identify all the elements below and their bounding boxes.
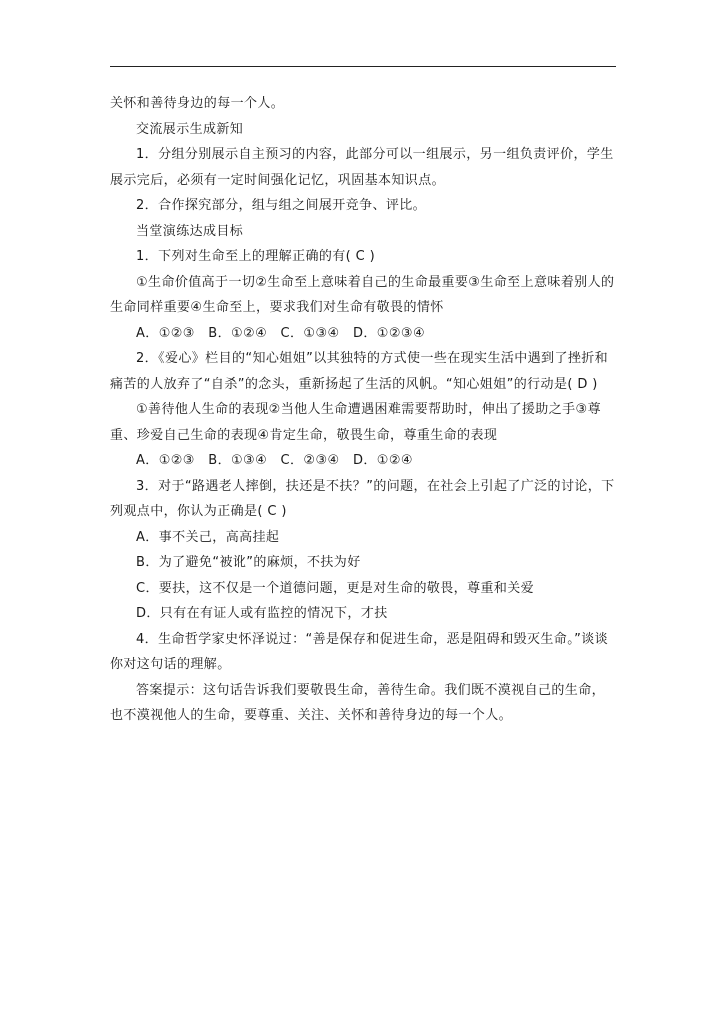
question-1-options: A．①②③ B．①②④ C．①③④ D．①②③④: [136, 325, 426, 341]
paragraph-continuation: 关怀和善待身边的每一个人。: [110, 96, 285, 111]
question-3-option-a: A．事不关己，高高挂起: [136, 529, 280, 545]
answer-hint: 答案提示：这句话告诉我们要敬畏生命，善待生命。我们既不漠视自己的生命，也不漠视他人的生命，要尊重、关注、关怀和善待身边的每一个人。: [110, 682, 606, 723]
question-3-option-d: D．只有在有证人或有监控的情况下，才扶: [136, 606, 388, 621]
question-2-options: A．①②③ B．①③④ C．②③④ D．①②④: [136, 453, 413, 468]
section-heading-exchange: 交流展示生成新知: [136, 121, 244, 137]
document-body: [110, 91, 616, 729]
question-2-statements: ①善待他人生命的表现②当他人生命遭遇困难需要帮助时，伸出了援助之手③尊重、珍爱自己生命的表现④肯定生命，敬畏生命，尊重生命的表现: [110, 402, 601, 443]
question-2: 2．《爱心》栏目的“知心姐姐”以其独特的方式使一些在现实生活中遇到了挫折和痛苦的人放弃了“自杀”的念头，重新扬起了生活的风帆。“知心姐姐”的行动是( D ): [110, 351, 609, 392]
paragraph-item-1: 1．分组分别展示自主预习的内容，此部分可以一组展示，另一组负责评价，学生展示完后，必须有一定时间强化记忆，巩固基本知识点。: [110, 147, 614, 188]
paragraph-item-2: 2．合作探究部分，组与组之间展开竞争、评比。: [136, 198, 427, 213]
question-3: 3．对于“路遇老人摔倒，扶还是不扶？”的问题，在社会上引起了广泛的讨论，下列观点中，你认为正确是( C ): [110, 478, 615, 519]
question-1: 1．下列对生命至上的理解正确的有( C ): [136, 249, 376, 264]
question-3-option-c: C．要扶，这不仅是一个道德问题，更是对生命的敬畏，尊重和关爱: [136, 580, 535, 596]
question-3-option-b: B．为了避免“被讹”的麻烦，不扶为好: [136, 555, 361, 570]
question-4: 4．生命哲学家史怀泽说过：“善是保存和促进生命，恶是阻碍和毁灭生命。”谈谈你对这句话的理解。: [110, 631, 609, 672]
question-1-statements: ①生命价值高于一切②生命至上意味着自己的生命最重要③生命至上意味着别人的生命同样重要④生命至上，要求我们对生命有敬畏的情怀: [110, 274, 615, 315]
header-rule: [110, 66, 616, 67]
section-heading-practice: 当堂演练达成目标: [136, 223, 244, 239]
